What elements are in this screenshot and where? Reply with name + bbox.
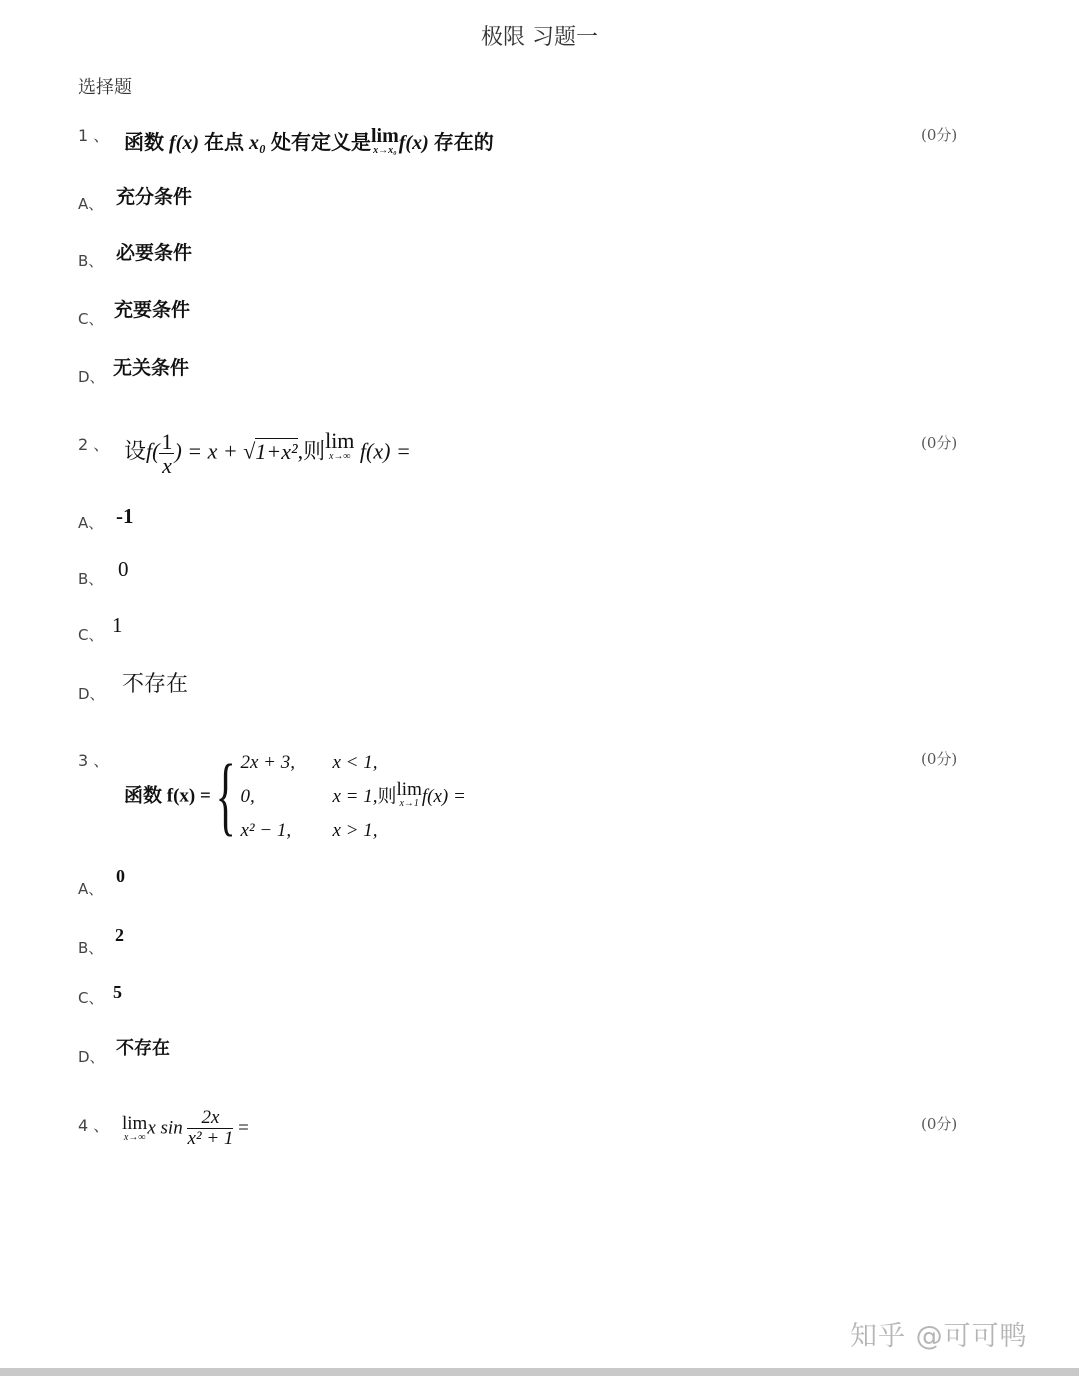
option-label: C、	[78, 626, 104, 644]
question-score: (0分)	[921, 750, 958, 768]
question-number: 4 、	[78, 1116, 110, 1135]
lim-subscript: x→x₀	[373, 145, 397, 156]
math-text: =	[238, 1117, 249, 1139]
math-text: f(	[146, 438, 160, 464]
lim-subscript: x→∞	[328, 451, 351, 462]
section-label: 选择题	[78, 77, 132, 98]
question-score: (0分)	[921, 1115, 958, 1133]
option-label: A、	[78, 880, 104, 898]
stem-text: ,则	[297, 438, 326, 464]
case-expr: x² − 1,	[240, 820, 292, 841]
math-fx: f(x)	[169, 132, 199, 154]
case-expr: 0,	[240, 786, 255, 807]
option-label: A、	[78, 195, 104, 213]
option-text: 0	[118, 557, 129, 581]
option-text: 无关条件	[113, 358, 190, 379]
math-fx: f(x)	[398, 132, 429, 154]
math-text: x sin	[147, 1117, 183, 1139]
option-text: 2	[115, 925, 124, 945]
stem-text: 函数	[124, 132, 164, 154]
lim-text: lim	[122, 1112, 148, 1134]
option-text: 充要条件	[114, 300, 191, 321]
fraction	[187, 1108, 233, 1149]
question-stem	[122, 1108, 249, 1149]
stem-text: 设	[124, 438, 147, 464]
stem-text: 处有定义是	[270, 132, 371, 154]
math-x0: x₀	[248, 132, 266, 154]
stem-text: 函数 f(x) =	[124, 785, 211, 807]
option-label: C、	[78, 310, 104, 328]
sqrt-body: 1+x²	[255, 438, 298, 464]
lim-operator	[397, 780, 422, 809]
option-text: 不存在	[122, 672, 189, 697]
option-text: 5	[113, 982, 122, 1002]
lim-operator	[371, 126, 399, 156]
math-text: ) = x +	[174, 438, 244, 464]
math-text: f(x) =	[421, 786, 466, 807]
case-cond: x < 1,	[332, 752, 378, 773]
fraction-numerator: 1	[161, 429, 173, 454]
option-label: B、	[78, 939, 104, 957]
option-text: 充分条件	[116, 187, 193, 208]
question-number: 3 、	[78, 751, 110, 770]
lim-operator	[122, 1114, 147, 1143]
option-label: D、	[78, 1048, 105, 1066]
piecewise-cases	[240, 746, 465, 848]
question-score: (0分)	[921, 434, 958, 452]
option-label: D、	[78, 368, 105, 386]
lim-operator	[325, 430, 354, 462]
question-stem	[124, 126, 494, 156]
option-text: -1	[116, 504, 134, 528]
math-text: f(x) =	[359, 438, 411, 464]
stem-text: 则	[377, 786, 397, 807]
case-row	[240, 780, 465, 814]
lim-text: lim	[370, 125, 399, 147]
question-stem	[124, 746, 466, 848]
option-text: 1	[112, 613, 123, 637]
question-stem	[124, 430, 411, 477]
option-text: 必要条件	[116, 243, 193, 264]
sqrt-symbol: √	[243, 438, 256, 464]
brace-symbol: {	[215, 748, 236, 846]
page-title: 极限 习题一	[481, 25, 598, 50]
case-cond: x > 1,	[332, 820, 378, 841]
fraction-denominator: x	[162, 453, 172, 479]
fraction-denominator: x² + 1	[187, 1127, 234, 1149]
question-number: 2 、	[78, 435, 110, 454]
option-text: 0	[116, 866, 125, 886]
fraction-numerator: 2x	[187, 1108, 233, 1129]
case-cond: x = 1,	[332, 786, 378, 807]
question-score: (0分)	[921, 126, 958, 144]
case-row	[240, 746, 465, 780]
option-label: B、	[78, 570, 104, 588]
fraction	[159, 430, 174, 477]
option-text: 不存在	[116, 1038, 170, 1058]
option-label: A、	[78, 514, 104, 532]
option-label: B、	[78, 252, 104, 270]
case-row	[240, 814, 465, 848]
bottom-bar	[0, 1368, 1079, 1376]
question-number: 1 、	[78, 126, 110, 145]
lim-subscript: x→1	[399, 798, 419, 809]
lim-text: lim	[396, 779, 422, 800]
case-expr: 2x + 3,	[240, 752, 295, 773]
stem-text: 存在的	[433, 132, 494, 154]
watermark: 知乎 @可可鸭	[850, 1321, 1028, 1352]
option-label: D、	[78, 685, 105, 703]
lim-subscript: x→∞	[123, 1131, 146, 1143]
option-label: C、	[78, 989, 104, 1007]
lim-text: lim	[325, 428, 355, 453]
stem-text: 在点	[203, 132, 244, 154]
